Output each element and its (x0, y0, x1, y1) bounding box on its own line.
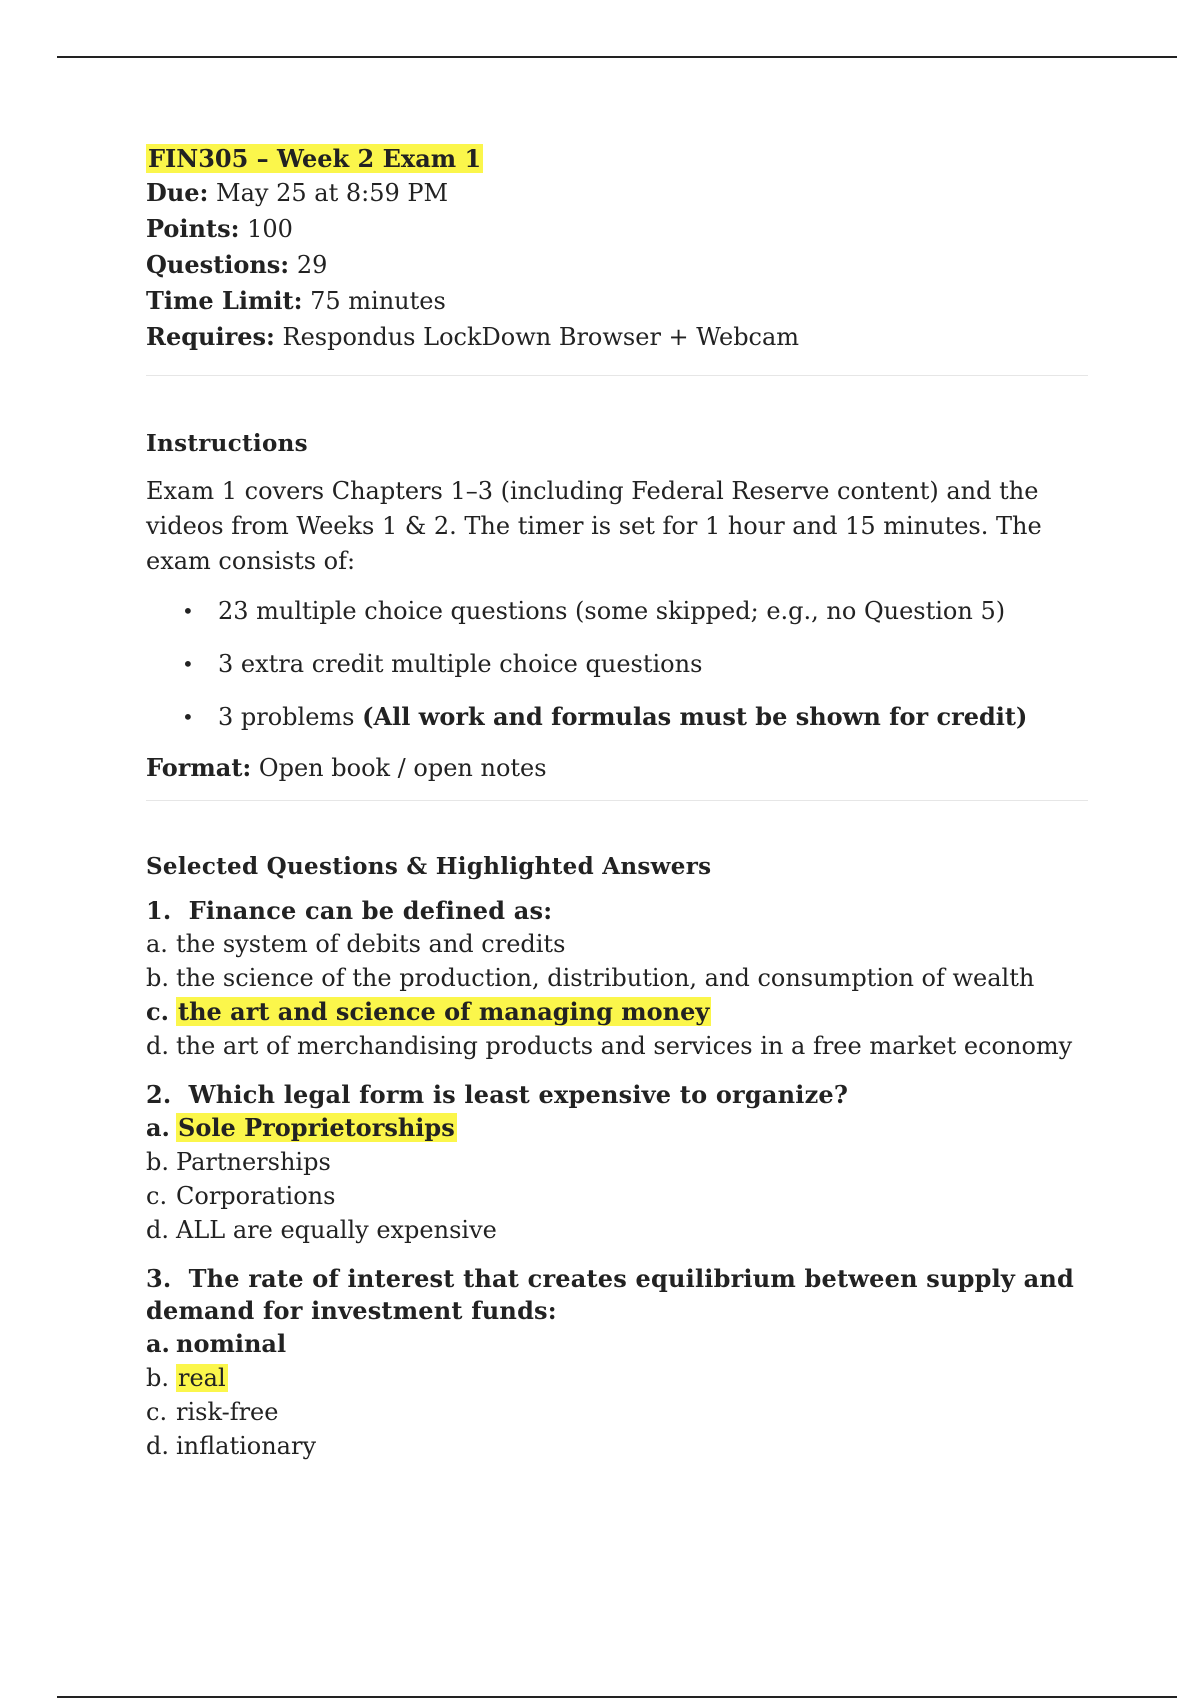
separator-2 (146, 800, 1088, 801)
questions-count-line (146, 247, 1088, 283)
instructions-heading: Instructions (146, 430, 308, 457)
question-2 (146, 1079, 1088, 1247)
option-1a: a. the system of debits and credits (146, 930, 566, 958)
option-2c: c. Corporations (146, 1182, 336, 1210)
points-line (146, 211, 1088, 247)
exam-title-text: FIN305 – Week 2 Exam 1 (148, 144, 482, 173)
option-1d: d. the art of merchandising products and services in a free market economy (146, 1032, 1073, 1060)
page-bottom-rule (57, 1696, 1177, 1698)
option-3c: c. risk-free (146, 1398, 279, 1426)
format-line (146, 750, 1088, 786)
instructions-paragraph: Exam 1 covers Chapters 1–3 (including Federal Reserve content) and the videos from Weeks 1 & 2. The timer is set for 1 hour and 15 minutes. The exam consists of: (146, 477, 1042, 575)
bullet-icon: • (182, 599, 194, 623)
due-value: May 25 at 8:59 PM (216, 179, 449, 207)
list-item: • 3 extra credit multiple choice questions (146, 646, 1088, 682)
question-3 (146, 1263, 1088, 1463)
bullet-icon: • (182, 705, 194, 729)
document-body (146, 143, 1088, 1463)
questions-value: 29 (296, 251, 328, 279)
requires-label: Requires: (146, 322, 275, 351)
due-line (146, 175, 1088, 211)
option-3b-selected: b. real (146, 1364, 226, 1392)
time-limit-value: 75 minutes (310, 287, 446, 315)
option-2a-selected: a. Sole Proprietorships (146, 1113, 455, 1142)
exam-title (146, 143, 1088, 175)
time-limit-line (146, 283, 1088, 319)
format-value: Open book / open notes (258, 754, 547, 782)
points-label: Points: (146, 214, 240, 243)
option-1b: b. the science of the production, distribution, and consumption of wealth (146, 964, 1035, 992)
option-2b: b. Partnerships (146, 1148, 331, 1176)
question-2-text: 2. Which legal form is least expensive to organize? (146, 1080, 849, 1109)
due-label: Due: (146, 178, 209, 207)
exam-components-list (146, 593, 1088, 735)
time-limit-label: Time Limit: (146, 286, 303, 315)
question-3-text-cont: demand for investment funds: (146, 1296, 557, 1325)
bullet-icon: • (182, 652, 194, 676)
questions-heading: Selected Questions & Highlighted Answers (146, 853, 712, 880)
question-1 (146, 895, 1088, 1063)
points-value: 100 (247, 215, 293, 243)
option-1c-selected: c. the art and science of managing money (146, 997, 710, 1026)
question-1-text: 1. Finance can be defined as: (146, 896, 553, 925)
list-item: • 3 problems (All work and formulas must be shown for credit) (146, 699, 1088, 735)
page-top-rule (57, 56, 1177, 58)
option-3a: a. nominal (146, 1329, 287, 1358)
option-2d: d. ALL are equally expensive (146, 1216, 497, 1244)
format-label: Format: (146, 753, 252, 782)
question-3-text: 3. The rate of interest that creates equilibrium between supply and (146, 1264, 1074, 1293)
option-3d: d. inflationary (146, 1432, 317, 1460)
requires-line (146, 319, 1088, 355)
requires-value: Respondus LockDown Browser + Webcam (282, 323, 800, 351)
separator-1 (146, 375, 1088, 376)
list-item: • 23 multiple choice questions (some skipped; e.g., no Question 5) (146, 593, 1088, 629)
questions-label: Questions: (146, 250, 290, 279)
